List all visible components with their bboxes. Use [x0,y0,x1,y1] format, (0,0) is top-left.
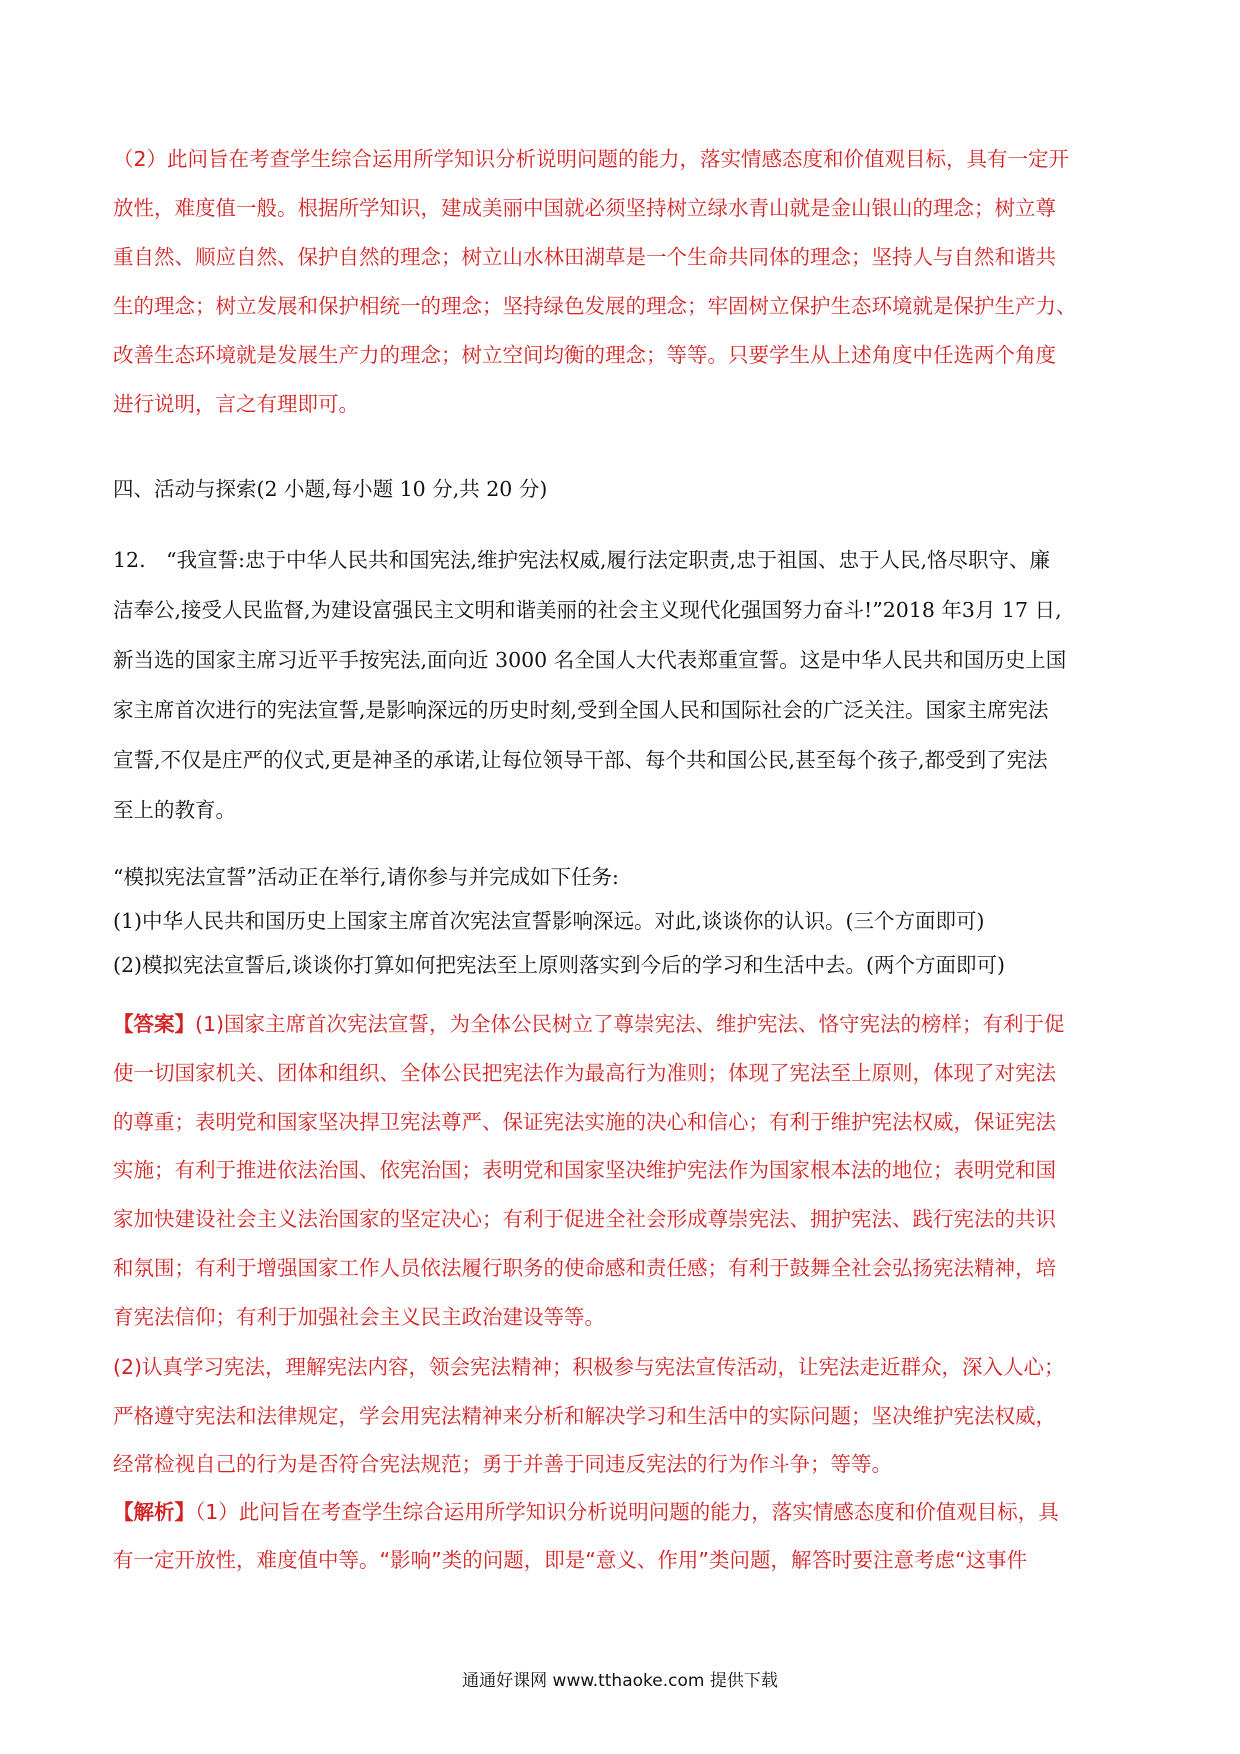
analysis-tag: 【解析】 [113,1500,195,1524]
text-line: 改善生态环境就是发展生产力的理念；树立空间均衡的理念；等等。只要学生从上述角度中任选两个角度 [113,343,1056,367]
section-heading: 四、活动与探索(2 小题,每小题 10 分,共 20 分) [113,477,548,501]
question-12-tasks [113,855,1131,987]
text-line: 生的理念；树立发展和保护相统一的理念；坚持绿色发展的理念；牢固树立保护生态环境就是保护生产力、 [113,294,1077,318]
text-line: 进行说明，言之有理即可。 [113,392,359,416]
answer-first-line: (1)国家主席首次宪法宣誓，为全体公民树立了尊崇宪法、维护宪法、恪守宪法的榜样；有利于促 [195,1012,1065,1036]
text-line: （2）此问旨在考查学生综合运用所学知识分析说明问题的能力，落实情感态度和价值观目标，具有一定开 [113,147,1070,171]
question-12-stem [113,535,1131,835]
text-line [113,1488,1131,1536]
task-intro: “模拟宪法宣誓”活动正在举行,请你参与并完成如下任务: [113,865,619,889]
text-line: 宣誓,不仅是庄严的仪式,更是神圣的承诺,让每位领导干部、每个共和国公民,甚至每个孩子,都受到了宪法 [113,748,1048,772]
analysis-first-line: （1）此问旨在考查学生综合运用所学知识分析说明问题的能力，落实情感态度和价值观目标，具 [195,1500,1059,1524]
text-line: 经常检视自己的行为是否符合宪法规范；勇于并善于同违反宪法的行为作斗争；等等。 [113,1452,892,1476]
text-line: 重自然、顺应自然、保护自然的理念；树立山水林田湖草是一个生命共同体的理念；坚持人与自然和谐共 [113,245,1056,269]
text-line: 12. “我宣誓:忠于中华人民共和国宪法,维护宪法权威,履行法定职责,忠于祖国、忠于人民,恪尽职守、廉 [113,548,1051,572]
text-line: 家加快建设社会主义法治国家的坚定决心；有利于促进全社会形成尊崇宪法、拥护宪法、践行宪法的共识 [113,1207,1056,1232]
answer-12-part1 [113,1000,1131,1342]
text-line: 新当选的国家主席习近平手按宪法,面向近 3000 名全国人大代表郑重宣誓。这是中华人民共和国历史上国 [113,648,1067,672]
text-line: 和氛围；有利于增强国家工作人员依法履行职务的使命感和责任感；有利于鼓舞全社会弘扬宪法精神，培 [113,1255,1056,1280]
analysis-12 [113,1488,1131,1584]
task-item: (2)模拟宪法宣誓后,谈谈你打算如何把宪法至上原则落实到今后的学习和生活中去。(两个方面即可) [113,953,1006,977]
answer-tag: 【答案】 [113,1012,195,1036]
text-line: 育宪法信仰；有利于加强社会主义民主政治建设等等。 [113,1304,605,1329]
text-line: (2)认真学习宪法，理解宪法内容，领会宪法精神；积极参与宪法宣传活动，让宪法走近群众，深入人心； [113,1355,1065,1379]
task-item: (1)中华人民共和国历史上国家主席首次宪法宣誓影响深远。对此,谈谈你的认识。(三个方面即可) [113,909,985,933]
text-line [113,1000,1131,1049]
answer-12-part2 [113,1343,1131,1489]
text-line: 有一定开放性，难度值中等。“影响”类的问题，即是“意义、作用”类问题，解答时要注意考虑“这事件 [113,1548,1028,1572]
text-line: 使一切国家机关、团体和组织、全体公民把宪法作为最高行为准则；体现了宪法至上原则，体现了对宪法 [113,1060,1056,1085]
text-line: 洁奉公,接受人民监督,为建设富强民主文明和谐美丽的社会主义现代化强国努力奋斗!”2018 年3月 17 日, [113,598,1062,622]
text-line: 至上的教育。 [113,798,236,822]
page-footer: 通通好课网 www.tthaoke.com 提供下载 [462,1671,778,1691]
text-line: 实施；有利于推进依法治国、依宪治国；表明党和国家坚决维护宪法作为国家根本法的地位；表明党和国 [113,1158,1056,1183]
text-line: 严格遵守宪法和法律规定，学会用宪法精神来分析和解决学习和生活中的实际问题；坚决维护宪法权威， [113,1403,1056,1428]
text-line: 家主席首次进行的宪法宣誓,是影响深远的历史时刻,受到全国人民和国际社会的广泛关注。国家主席宪法 [113,698,1049,722]
text-line: 放性，难度值一般。根据所学知识，建成美丽中国就必须坚持树立绿水青山就是金山银山的理念；树立尊 [113,196,1056,220]
answer-11-part2 [113,135,1131,429]
text-line: 的尊重；表明党和国家坚决捍卫宪法尊严、保证宪法实施的决心和信心；有利于维护宪法权威，保证宪法 [113,1109,1056,1134]
